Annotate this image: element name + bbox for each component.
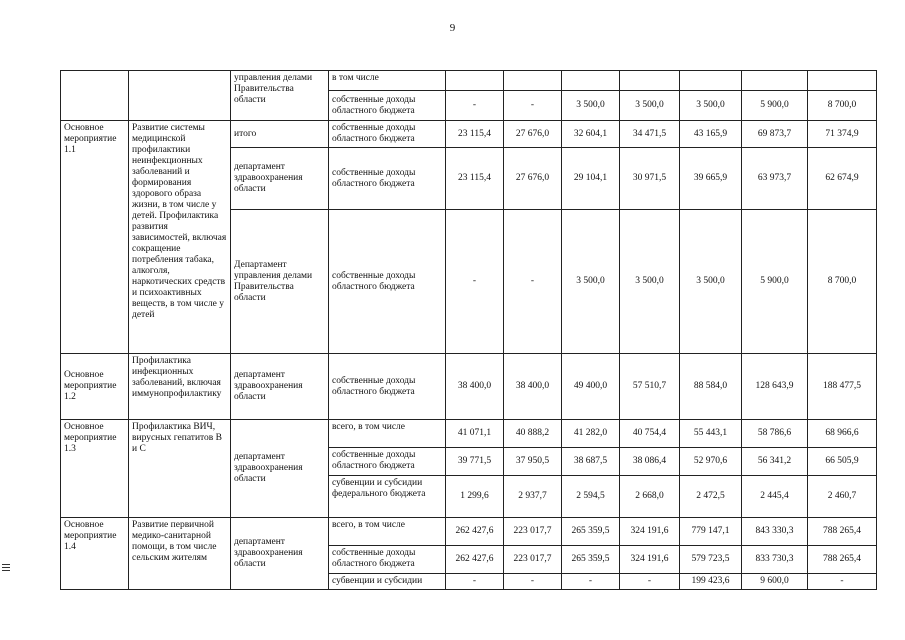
source-cell: всего, в том числе [329,420,446,448]
value-cell: 5 900,0 [742,210,808,354]
source-cell: собственные доходы областного бюджета [329,121,446,148]
executor-cell: итого [231,121,329,148]
value-cell: 66 505,9 [808,448,877,476]
value-cell: 68 966,6 [808,420,877,448]
value-cell: 262 427,6 [446,546,504,574]
source-cell: в том числе [329,71,446,91]
value-cell: 23 115,4 [446,121,504,148]
value-cell: - [620,574,680,590]
value-cell: 41 282,0 [562,420,620,448]
event-description-cell [129,71,231,121]
value-cell: 8 700,0 [808,91,877,121]
value-cell: - [504,91,562,121]
value-cell: 2 594,5 [562,476,620,518]
event-description-cell: Развитие первичной медико-санитарной помощи, в том числе сельским жителям [129,518,231,590]
value-cell: 843 330,3 [742,518,808,546]
value-cell: 2 937,7 [504,476,562,518]
value-cell: 32 604,1 [562,121,620,148]
executor-cell: Департамент управления делами Правительства области [231,210,329,354]
value-cell: 71 374,9 [808,121,877,148]
value-cell: - [808,574,877,590]
value-cell: 5 900,0 [742,91,808,121]
value-cell: 324 191,6 [620,546,680,574]
value-cell: 40 754,4 [620,420,680,448]
value-cell: 265 359,5 [562,546,620,574]
executor-cell: департамент здравоохранения области [231,518,329,590]
value-cell: - [446,91,504,121]
event-name-cell: Основное мероприятие 1.1 [61,121,129,354]
value-cell: 88 584,0 [680,354,742,420]
value-cell: 41 071,1 [446,420,504,448]
value-cell: 63 973,7 [742,148,808,210]
value-cell: 55 443,1 [680,420,742,448]
table-row [61,420,877,448]
executor-cell: департамент здравоохранения области [231,354,329,420]
value-cell: 62 674,9 [808,148,877,210]
value-cell: 3 500,0 [562,91,620,121]
value-cell: 23 115,4 [446,148,504,210]
executor-cell: департамент здравоохранения области [231,148,329,210]
source-cell: собственные доходы областного бюджета [329,448,446,476]
value-cell: 788 265,4 [808,518,877,546]
value-cell: 43 165,9 [680,121,742,148]
value-cell: 37 950,5 [504,448,562,476]
table-row [61,518,877,546]
value-cell: 1 299,6 [446,476,504,518]
budget-table [60,70,877,590]
value-cell: 39 665,9 [680,148,742,210]
source-cell: собственные доходы областного бюджета [329,91,446,121]
value-cell: 223 017,7 [504,518,562,546]
value-cell: 3 500,0 [680,210,742,354]
event-name-cell: Основное мероприятие 1.4 [61,518,129,590]
page-number: 9 [449,22,456,34]
value-cell: 2 445,4 [742,476,808,518]
value-cell: 40 888,2 [504,420,562,448]
value-cell: 262 427,6 [446,518,504,546]
value-cell: 2 668,0 [620,476,680,518]
table-row [61,354,877,420]
value-cell: 58 786,6 [742,420,808,448]
value-cell: 38 400,0 [504,354,562,420]
event-name-cell [61,71,129,121]
value-cell: 49 400,0 [562,354,620,420]
value-cell: 833 730,3 [742,546,808,574]
value-cell: 779 147,1 [680,518,742,546]
value-cell: - [446,210,504,354]
value-cell: 69 873,7 [742,121,808,148]
executor-cell: департамент здравоохранения области [231,420,329,518]
value-cell: 3 500,0 [680,91,742,121]
value-cell: 3 500,0 [620,91,680,121]
value-cell: 8 700,0 [808,210,877,354]
value-cell: 52 970,6 [680,448,742,476]
value-cell: 579 723,5 [680,546,742,574]
event-description-cell: Развитие системы медицинской профилактики неинфекционных заболеваний и формирования здорового образа жизни, в том числе у детей. Профилактика развития зависимостей, включая сокращение потребления табака, алкоголя, наркотических средств и психоактивных веществ, в том числе у детей [129,121,231,354]
value-cell: 9 600,0 [742,574,808,590]
value-cell: 30 971,5 [620,148,680,210]
value-cell: 29 104,1 [562,148,620,210]
source-cell: субвенции и субсидии [329,574,446,590]
value-cell: 38 086,4 [620,448,680,476]
value-cell: 223 017,7 [504,546,562,574]
value-cell: 56 341,2 [742,448,808,476]
source-cell: собственные доходы областного бюджета [329,354,446,420]
source-cell: собственные доходы областного бюджета [329,546,446,574]
source-cell: субвенции и субсидии федерального бюджета [329,476,446,518]
value-cell: 324 191,6 [620,518,680,546]
value-cell: - [562,574,620,590]
event-name-cell: Основное мероприятие 1.2 [61,354,129,420]
value-cell: 265 359,5 [562,518,620,546]
value-cell: - [446,574,504,590]
value-cell: 2 460,7 [808,476,877,518]
margin-mark [2,564,10,574]
value-cell: 188 477,5 [808,354,877,420]
value-cell: 3 500,0 [562,210,620,354]
source-cell: собственные доходы областного бюджета [329,148,446,210]
table-row [61,121,877,148]
value-cell: 27 676,0 [504,148,562,210]
value-cell: - [504,574,562,590]
value-cell: 2 472,5 [680,476,742,518]
value-cell: 199 423,6 [680,574,742,590]
value-cell: 788 265,4 [808,546,877,574]
value-cell: 38 687,5 [562,448,620,476]
value-cell: 3 500,0 [620,210,680,354]
event-description-cell: Профилактика инфекционных заболеваний, включая иммунопрофилактику [129,354,231,420]
source-cell: собственные доходы областного бюджета [329,210,446,354]
value-cell: 39 771,5 [446,448,504,476]
value-cell: - [504,210,562,354]
event-name-cell: Основное мероприятие 1.3 [61,420,129,518]
event-description-cell: Профилактика ВИЧ, вирусных гепатитов В и С [129,420,231,518]
executor-cell: управления делами Правительства области [231,71,329,121]
value-cell: 128 643,9 [742,354,808,420]
value-cell: 38 400,0 [446,354,504,420]
source-cell: всего, в том числе [329,518,446,546]
value-cell: 57 510,7 [620,354,680,420]
value-cell: 27 676,0 [504,121,562,148]
value-cell: 34 471,5 [620,121,680,148]
table-row [61,71,877,91]
